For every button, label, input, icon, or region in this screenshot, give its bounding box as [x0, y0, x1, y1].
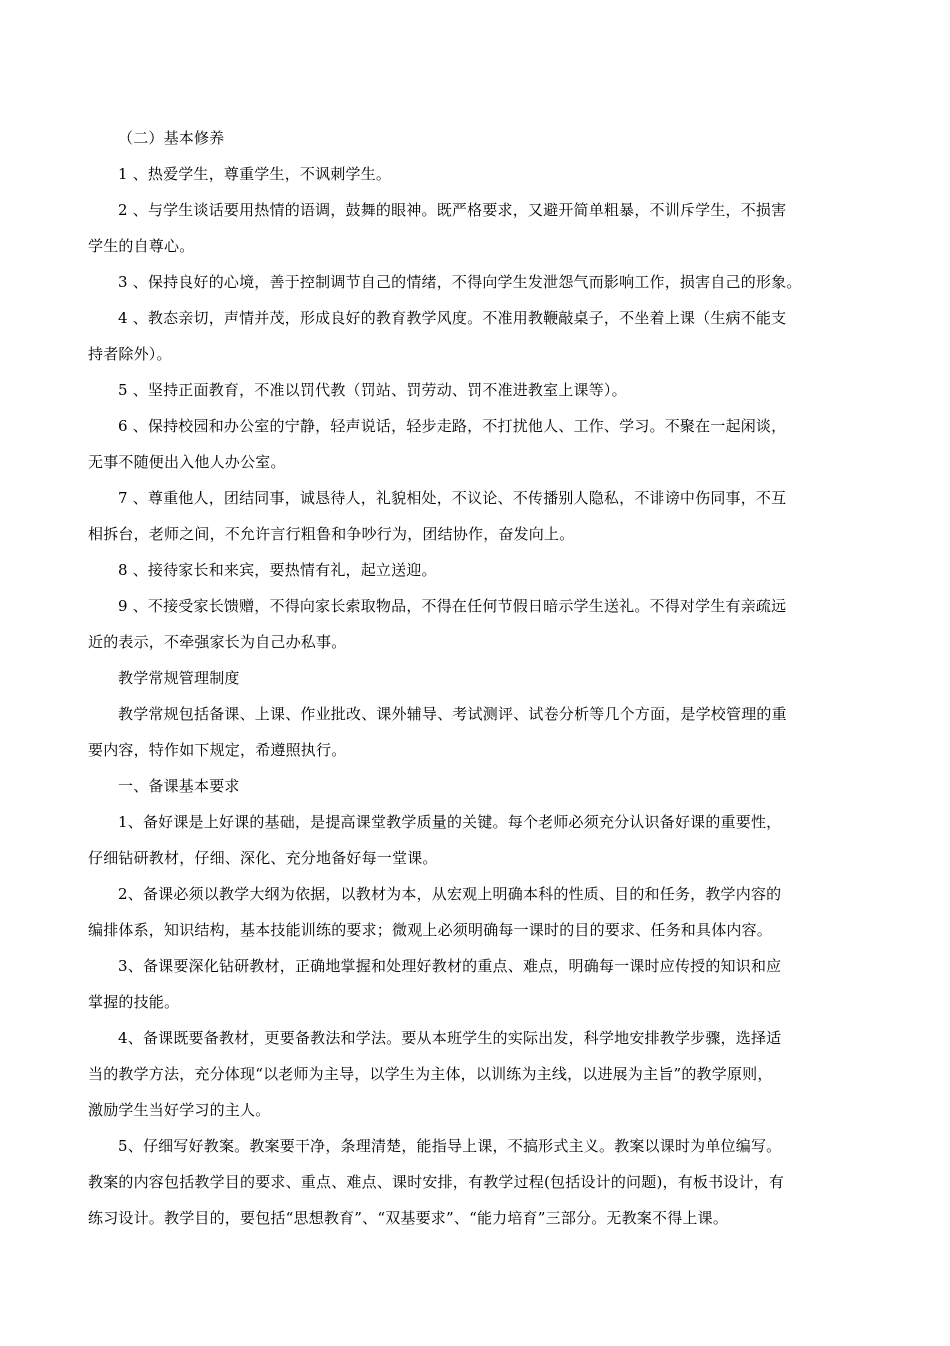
paragraph-line: 学生的自尊心。 — [88, 237, 195, 255]
paragraph-line: 2 、与学生谈话要用热情的语调，鼓舞的眼神。既严格要求，又避开简单粗暴，不训斥学生，不损害 — [118, 201, 787, 219]
section-heading: 教学常规管理制度 — [118, 669, 240, 687]
paragraph-line: 近的表示，不牵强家长为自己办私事。 — [88, 633, 347, 651]
paragraph-line: 掌握的技能。 — [88, 993, 180, 1011]
paragraph-line: 要内容，特作如下规定，希遵照执行。 — [88, 741, 347, 759]
paragraph-line: 仔细钻研教材，仔细、深化、充分地备好每一堂课。 — [88, 849, 438, 867]
paragraph-line: 8 、接待家长和来宾，要热情有礼，起立送迎。 — [118, 561, 437, 579]
paragraph-line: 练习设计。教学目的，要包括“思想教育”、“双基要求”、“能力培育”三部分。无教案不得上课。 — [88, 1209, 729, 1227]
paragraph-line: 教案的内容包括教学目的要求、重点、难点、课时安排，有教学过程(包括设计的问题)，有板书设计，有 — [88, 1173, 785, 1191]
paragraph-line: 相拆台，老师之间，不允许言行粗鲁和争吵行为，团结协作，奋发向上。 — [88, 525, 575, 543]
paragraph-line: 无事不随便出入他人办公室。 — [88, 453, 286, 471]
paragraph-line: 4 、教态亲切，声情并茂，形成良好的教育教学风度。不准用教鞭敲桌子，不坐着上课（生病不能支 — [118, 309, 787, 327]
paragraph-line: 当的教学方法，充分体现“以老师为主导，以学生为主体，以训练为主线，以进展为主旨”的教学原则， — [88, 1065, 773, 1083]
document-body — [88, 120, 868, 1236]
paragraph-line: 持者除外）。 — [88, 345, 172, 363]
paragraph-line: 4、备课既要备教材，更要备教法和学法。要从本班学生的实际出发，科学地安排教学步骤，选择适 — [118, 1029, 782, 1047]
paragraph-line: 2、备课必须以教学大纲为依据，以教材为本，从宏观上明确本科的性质、目的和任务，教学内容的 — [118, 885, 782, 903]
paragraph-line: 1 、热爱学生，尊重学生，不讽刺学生。 — [118, 165, 392, 183]
paragraph-line: 激励学生当好学习的主人。 — [88, 1101, 271, 1119]
paragraph-line: 7 、尊重他人，团结同事，诚恳待人，礼貌相处，不议论、不传播别人隐私，不诽谤中伤同事，不互 — [118, 489, 787, 507]
paragraph-line: 6 、保持校园和办公室的宁静，轻声说话，轻步走路，不打扰他人、工作、学习。不聚在一起闲谈， — [118, 417, 787, 435]
paragraph-line: 编排体系，知识结构，基本技能训练的要求；微观上必须明确每一课时的目的要求、任务和具体内容。 — [88, 921, 773, 939]
paragraph-line: 3 、保持良好的心境，善于控制调节自己的情绪，不得向学生发泄怨气而影响工作，损害自己的形象。 — [118, 273, 802, 291]
paragraph-line: 5、仔细写好教案。教案要干净，条理清楚，能指导上课，不搞形式主义。教案以课时为单位编写。 — [118, 1137, 782, 1155]
paragraph-line: 1、备好课是上好课的基础，是提高课堂教学质量的关键。每个老师必须充分认识备好课的重要性， — [118, 813, 782, 831]
paragraph-line: 9 、不接受家长馈赠，不得向家长索取物品，不得在任何节假日暗示学生送礼。不得对学生有亲疏远 — [118, 597, 787, 615]
section-heading: （二）基本修养 — [118, 129, 225, 147]
paragraph-line: 5 、坚持正面教育，不准以罚代教（罚站、罚劳动、罚不准进教室上课等）。 — [118, 381, 627, 399]
section-heading: 一、备课基本要求 — [118, 777, 240, 795]
paragraph-line: 3、备课要深化钻研教材，正确地掌握和处理好教材的重点、难点，明确每一课时应传授的知识和应 — [118, 957, 782, 975]
paragraph-line: 教学常规包括备课、上课、作业批改、课外辅导、考试测评、试卷分析等几个方面，是学校管理的重 — [118, 705, 787, 723]
